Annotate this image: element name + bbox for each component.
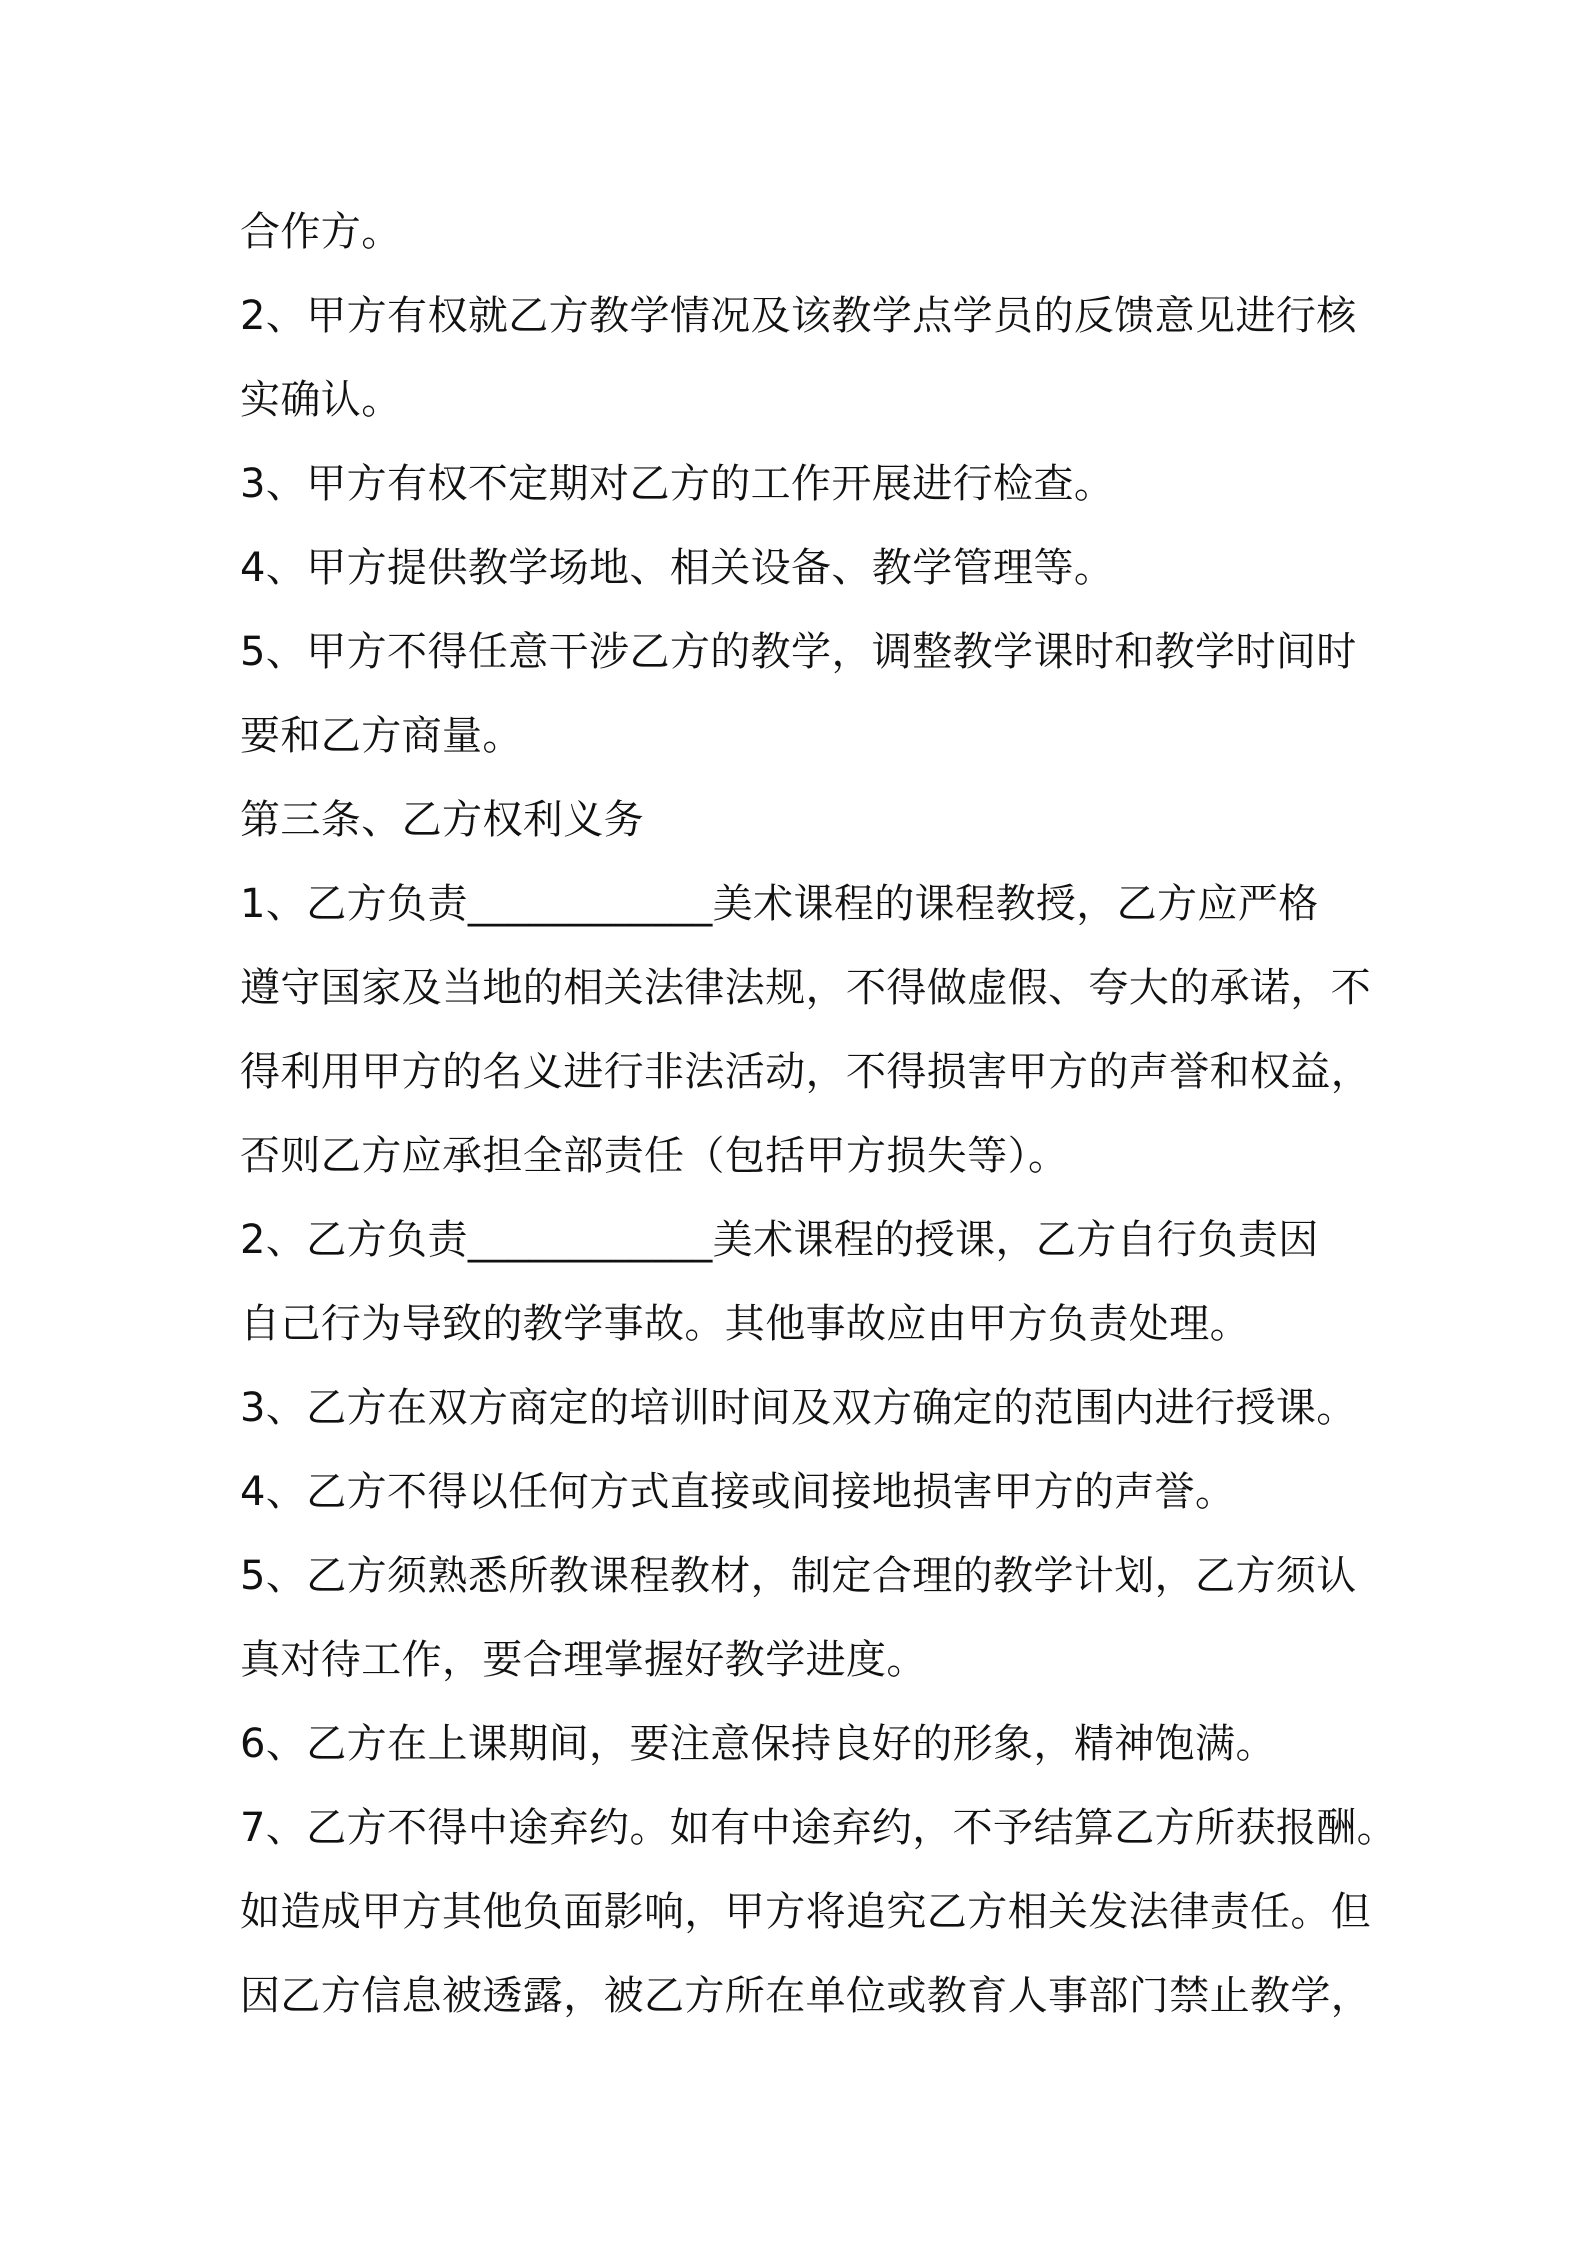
text-line: 5、乙方须熟悉所教课程教材，制定合理的教学计划，乙方须认 [240, 1553, 1357, 1599]
text-line: 3、甲方有权不定期对乙方的工作开展进行检查。 [240, 461, 1115, 507]
text-line: 4、甲方提供教学场地、相关设备、教学管理等。 [240, 545, 1115, 591]
text-line: 合作方。 [240, 209, 402, 255]
text-line: 因乙方信息被透露，被乙方所在单位或教育人事部门禁止教学， [240, 1973, 1372, 2019]
text-line: 否则乙方应承担全部责任（包括甲方损失等）。 [240, 1133, 1069, 1179]
text-line: 自己行为导致的教学事故。其他事故应由甲方负责处理。 [240, 1301, 1250, 1347]
text-line: 真对待工作，要合理掌握好教学进度。 [240, 1637, 927, 1683]
text-line: 2、乙方负责____________美术课程的授课，乙方自行负责因 [240, 1217, 1319, 1263]
text-line: 实确认。 [240, 377, 402, 423]
text-line: 遵守国家及当地的相关法律法规，不得做虚假、夸大的承诺，不 [240, 965, 1372, 1011]
text-line: 4、乙方不得以任何方式直接或间接地损害甲方的声誉。 [240, 1469, 1236, 1515]
text-line: 6、乙方在上课期间，要注意保持良好的形象，精神饱满。 [240, 1721, 1276, 1767]
document-body [240, 190, 1398, 2038]
text-line: 5、甲方不得任意干涉乙方的教学，调整教学课时和教学时间时 [240, 629, 1357, 675]
text-line: 得利用甲方的名义进行非法活动，不得损害甲方的声誉和权益， [240, 1049, 1372, 1095]
text-line: 要和乙方商量。 [240, 713, 523, 759]
section-heading: 第三条、乙方权利义务 [240, 797, 644, 843]
text-line: 2、甲方有权就乙方教学情况及该教学点学员的反馈意见进行核 [240, 293, 1357, 339]
text-line: 1、乙方负责____________美术课程的课程教授，乙方应严格 [240, 881, 1319, 927]
text-line: 7、乙方不得中途弃约。如有中途弃约，不予结算乙方所获报酬。 [240, 1805, 1398, 1851]
text-line: 如造成甲方其他负面影响，甲方将追究乙方相关发法律责任。但 [240, 1889, 1372, 1935]
text-line: 3、乙方在双方商定的培训时间及双方确定的范围内进行授课。 [240, 1385, 1357, 1431]
